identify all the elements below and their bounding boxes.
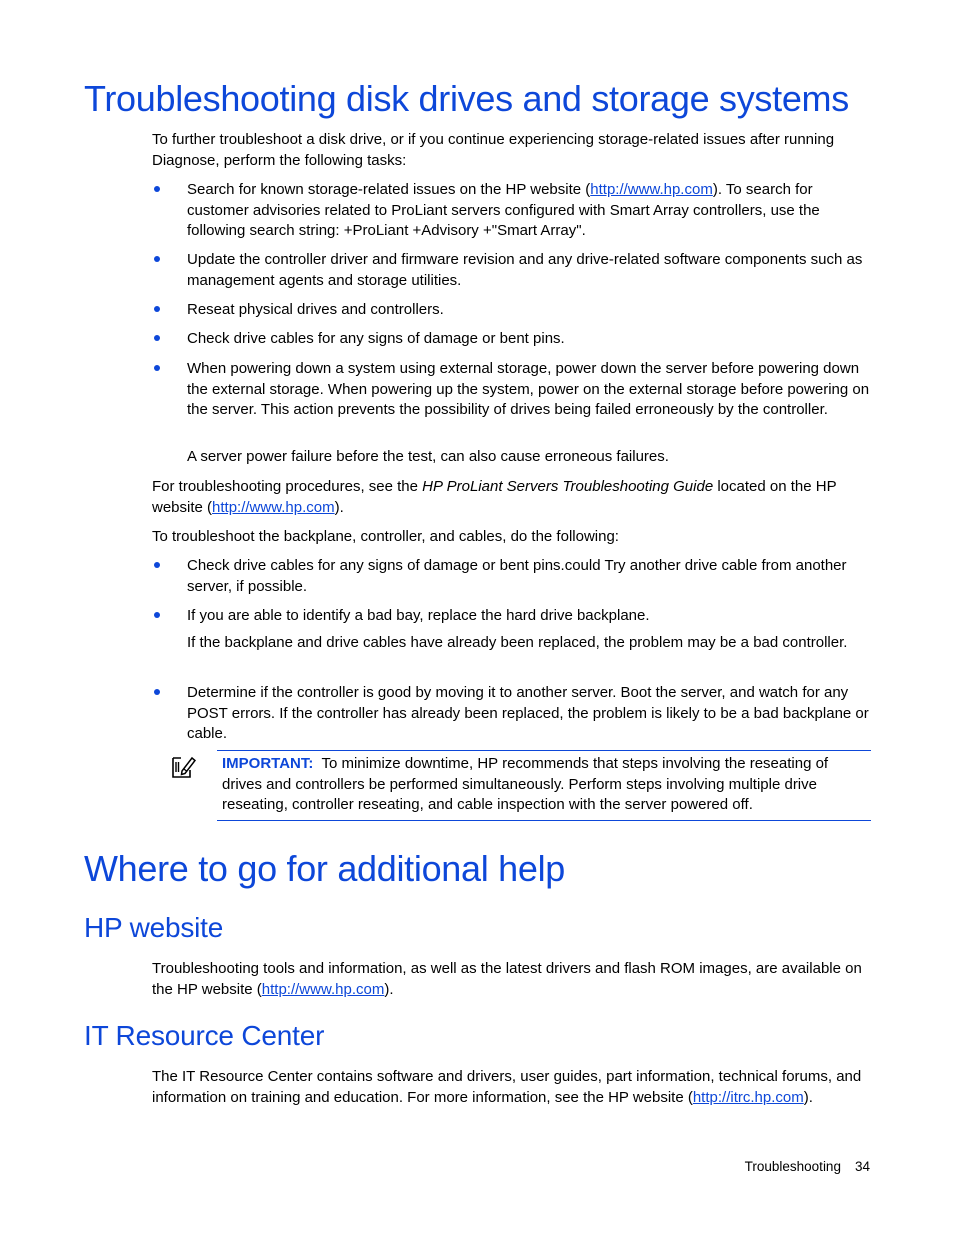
bullet-icon bbox=[154, 562, 160, 568]
bullet-icon bbox=[154, 612, 160, 618]
bullet-icon bbox=[154, 689, 160, 695]
backplane-step-controller: Determine if the controller is good by moving it to another server. Boot the server, and watch for any POST errors. If the controller has already been replaced, the problem is likely to be a bad backplane or cable. bbox=[187, 684, 869, 742]
backplane-step-cables: Check drive cables for any signs of damage or bent pins.could Try another drive cable from another server, if possible. bbox=[187, 557, 847, 595]
bullet-icon bbox=[154, 335, 160, 341]
page-footer bbox=[745, 1159, 870, 1174]
procedures-paragraph: For troubleshooting procedures, see the HP ProLiant Servers Troubleshooting Guide located on the HP website (http://www.hp.com). bbox=[152, 478, 837, 516]
task-item-cables: Check drive cables for any signs of damage or bent pins. bbox=[187, 330, 565, 347]
section-title-additional-help: Where to go for additional help bbox=[84, 848, 566, 889]
important-text: To minimize downtime, HP recommends that steps involving the reseating of drives and controllers be performed simultaneously. Perform steps involving multiple drive reseating, controller reseating, and cable inspection with the server powered off. bbox=[222, 755, 829, 813]
important-label: IMPORTANT: bbox=[222, 755, 314, 772]
bullet-icon bbox=[154, 256, 160, 262]
footer-section: Troubleshooting bbox=[744, 1159, 841, 1174]
itrc-website-link[interactable]: http://itrc.hp.com bbox=[692, 1088, 804, 1106]
section-title-troubleshooting: Troubleshooting disk drives and storage systems bbox=[84, 78, 849, 119]
page-number: 34 bbox=[854, 1159, 870, 1174]
hp-website-link[interactable]: http://www.hp.com bbox=[590, 181, 713, 198]
task-item-reseat: Reseat physical drives and controllers. bbox=[187, 301, 444, 318]
subsection-title-hp-website: HP website bbox=[84, 912, 224, 943]
hp-website-paragraph: Troubleshooting tools and information, as well as the latest drivers and flash ROM images, are available on the HP website (http://www.hp.com). bbox=[152, 960, 862, 998]
guide-title: HP ProLiant Servers Troubleshooting Guide bbox=[422, 478, 714, 495]
hp-website-link[interactable]: http://www.hp.com bbox=[261, 980, 385, 998]
task-item-power: When powering down a system using external storage, power down the server before powering down the external storage. When powering up the system, power on the external storage before powering on the server. This action prevents the possibility of drives being failed erroneously by the controller. bbox=[187, 360, 870, 418]
task-item-update: Update the controller driver and firmware revision and any drive-related software components such as management agents and storage utilities. bbox=[187, 251, 863, 289]
hp-website-link[interactable]: http://www.hp.com bbox=[212, 498, 335, 516]
backplane-intro: To troubleshoot the backplane, controller, and cables, do the following: bbox=[152, 528, 619, 545]
important-note bbox=[222, 754, 872, 816]
intro-paragraph: To further troubleshoot a disk drive, or if you continue experiencing storage-related issues after running Diagnose, perform the following tasks: bbox=[152, 131, 835, 169]
subsection-title-itrc: IT Resource Center bbox=[84, 1020, 325, 1051]
bullet-icon bbox=[154, 186, 160, 192]
power-failure-note: A server power failure before the test, can also cause erroneous failures. bbox=[187, 448, 669, 465]
task-item-search: Search for known storage-related issues on the HP website (http://www.hp.com). To search for customer advisories related to ProLiant servers configured with Smart Array controllers, use the following search string: +ProLiant +Advisory +"Smart Array". bbox=[187, 181, 820, 239]
backplane-note: If the backplane and drive cables have already been replaced, the problem may be a bad controller. bbox=[187, 634, 848, 651]
bullet-icon bbox=[154, 306, 160, 312]
itrc-paragraph: The IT Resource Center contains software and drivers, user guides, part information, technical forums, and information on training and education. For more information, see the HP website (http://itrc.hp.com). bbox=[152, 1068, 862, 1106]
important-note-icon bbox=[170, 754, 196, 780]
bullet-icon bbox=[154, 365, 160, 371]
backplane-step-bay: If you are able to identify a bad bay, replace the hard drive backplane. bbox=[187, 607, 650, 624]
